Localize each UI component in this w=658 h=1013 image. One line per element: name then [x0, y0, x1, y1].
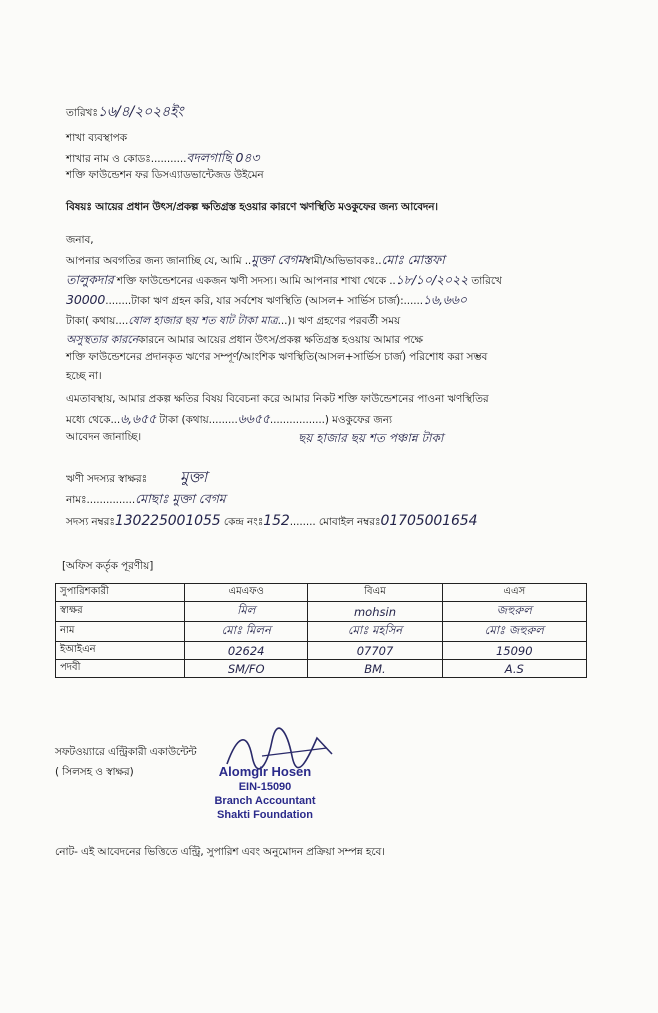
table-cell: A.S: [442, 660, 586, 678]
center-label: কেন্দ্র নংঃ: [223, 516, 264, 528]
office-title: [অফিস কর্তৃক পূরণীয়]: [62, 560, 154, 572]
body-text: তারিখে: [468, 275, 502, 287]
reason-hw: অসুস্থতার কারনে: [66, 333, 139, 346]
body-text: টাকা (কথায়.........: [156, 414, 238, 426]
center-value: 152: [263, 513, 290, 529]
table-cell: মোঃ জহুরুল: [442, 622, 586, 642]
waiver-words-hw: ৬৬৫৫: [237, 411, 270, 426]
header-line1: শাখা ব্যবস্থাপক: [66, 132, 127, 144]
entry-label: সফটওয়্যারে এন্ট্রিকারী একাউন্টেন্ট: [55, 746, 197, 758]
loan-amount-hw: 30000: [66, 292, 106, 307]
body-text: ........টাকা ঋণ গ্রহন করি, যার সর্বশেষ ঋণস্থিতি (আসল+ সার্ভিস চার্জ):......: [105, 295, 423, 307]
date-line: [66, 100, 183, 124]
body-line4: [66, 312, 400, 331]
table-header-cell: এমএফও: [185, 584, 308, 602]
balance-hw: ১৬,৬৬০: [422, 292, 467, 307]
table-row-label: পদবী: [56, 660, 185, 678]
table-cell: 02624: [185, 642, 308, 660]
branch-value: বদলগাছি 0৪৩: [186, 150, 260, 165]
mobile-label: মোবাইল নম্বরঃ: [318, 516, 381, 528]
body-line7: হচ্ছে না।: [66, 370, 102, 382]
stamp-org: Shakti Foundation: [217, 809, 313, 821]
loan-date-hw: ১৮/১০/২০২২: [395, 272, 469, 287]
body-line2: [66, 272, 502, 292]
table-row: [56, 602, 587, 622]
balance-words-hw: ষোল হাজার ছয় শত ষাট টাকা মাত্র: [128, 314, 278, 327]
table-header-cell: সুপারিশকারী: [56, 584, 185, 602]
husband-name-hw: মোঃ মোস্তফা: [381, 252, 445, 267]
mobile-value: 01705001654: [380, 513, 478, 529]
body-p2-line3: আবেদন জানাচ্ছি।: [66, 431, 141, 443]
header-line3: শক্তি ফাউন্ডেশন ফর ডিসএ্যাডভান্টেজড উইমেন: [66, 169, 264, 181]
date-label: তারিখঃ: [66, 107, 98, 119]
table-cell: 15090: [442, 642, 586, 660]
entry-sub: ( সিলসহ ও স্বাক্ষর): [55, 766, 134, 778]
surname-hw: তালুকদার: [66, 272, 114, 287]
body-text: মধ্যে থেকে...: [66, 414, 121, 426]
table-cell: মিল: [185, 602, 308, 622]
table-row-label: স্বাক্ষর: [56, 602, 185, 622]
office-table: [55, 583, 587, 678]
table-header-cell: বিএম: [308, 584, 442, 602]
member-label: সদস্য নম্বরঃ: [66, 516, 115, 528]
table-cell: মোঃ মিলন: [185, 622, 308, 642]
member-value: 130225001055: [114, 513, 221, 529]
applicant-name-line: [66, 491, 226, 511]
subject: বিষয়ঃ আয়ের প্রধান উৎস/প্রকল্প ক্ষতিগ্রস্ত হওয়ার কারণে ঋণস্থিতি মওকুফের জন্য আবেদন।: [66, 201, 438, 213]
body-text: .................) মওকুফের জন্য: [269, 414, 392, 426]
table-cell: BM.: [308, 660, 442, 678]
body-text: ...)। ঋণ গ্রহণের পরবর্তী সময়: [277, 315, 401, 327]
header-branch: [66, 150, 259, 170]
table-cell: জহুরুল: [442, 602, 586, 622]
branch-label: শাখার নাম ও কোডঃ...........: [66, 153, 187, 165]
body-line1: [66, 252, 445, 272]
applicant-ids-line: সদস্য নম্বরঃ130225001055 কেন্দ্র নংঃ152........ মোবাইল নম্বরঃ01705001654: [66, 513, 478, 529]
waiver-words-line-hw: ছয় হাজার ছয় শত পঞ্চান্ন টাকা: [298, 431, 444, 445]
body-text: কারনে আমার আয়ের প্রধান উৎস/প্রকল্প ক্ষতিগ্রস্ত হওয়ায় আমার পক্ষে: [138, 334, 423, 346]
table-cell: মোঃ মহসিন: [308, 622, 442, 642]
stamp-ein: EIN-15090: [238, 781, 292, 793]
date-value: ১৬/৪/২০২৪ইং: [97, 104, 184, 120]
table-row: [56, 622, 587, 642]
waiver-amount-hw: ৬,৬৫৫: [120, 411, 157, 426]
body-line6: শক্তি ফাউন্ডেশনের প্রদানকৃত ঋণের সম্পূর্ণ/আংশিক ঋণস্থিতি(আসল+সার্ভিস চার্জ) পরিশোধ করা সম্ভব: [66, 351, 488, 363]
body-text: টাকা( কথায়....: [66, 315, 129, 327]
table-cell: mohsin: [308, 602, 442, 622]
footer-note: নোট- এই আবেদনের ভিত্তিতে এন্ট্রি, সুপারিশ এবং অনুমোদন প্রক্রিয়া সম্পন্ন হবে।: [55, 846, 385, 858]
stamp-title: Branch Accountant: [214, 795, 316, 807]
body-p2-line2: [66, 411, 392, 431]
table-cell: 07707: [308, 642, 442, 660]
body-line5: [66, 331, 423, 350]
table-row-label: ইআইএন: [56, 642, 185, 660]
applicant-name-hw: মুক্তা বেগম: [251, 252, 305, 267]
body-text: শক্তি ফাউন্ডেশনের একজন ঋণী সদস্য। আমি আপনার শাখা থেকে ..: [113, 275, 396, 287]
table-row: [56, 642, 587, 660]
name-value: মোছাঃ মুক্তা বেগম: [135, 491, 226, 506]
table-header-cell: এএস: [442, 584, 586, 602]
table-row-label: নাম: [56, 622, 185, 642]
name-label: নামঃ...............: [66, 494, 136, 506]
applicant-signature: মুক্তা: [180, 468, 208, 486]
body-text: স্বামী/অভিভাবকঃ..: [304, 255, 382, 267]
table-row: [56, 584, 587, 602]
body-line3: [66, 292, 467, 312]
sig-label: ঋণী সদস্যর স্বাক্ষরঃ: [66, 473, 148, 485]
table-cell: SM/FO: [185, 660, 308, 678]
stamp-name: Alomgir Hosen: [218, 764, 312, 779]
table-row: [56, 660, 587, 678]
body-text: আপনার অবগতির জন্য জানাচ্ছি যে, আমি ..: [66, 255, 252, 267]
applicant-sig-line: [66, 472, 147, 489]
salutation: জনাব,: [66, 234, 94, 246]
body-p2-line1: এমতাবস্থায়, আমার প্রকল্প ক্ষতির বিষয় বিবেচনা করে আমার নিকট শক্তি ফাউন্ডেশনের পাওনা ঋণস্থিতির: [66, 393, 489, 405]
